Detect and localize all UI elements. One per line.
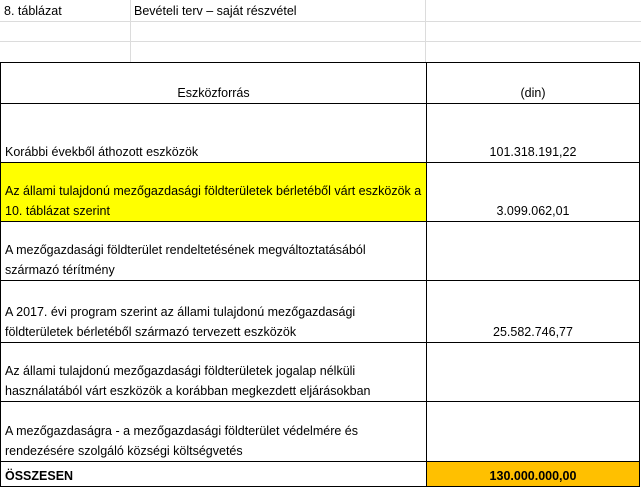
header-source[interactable]: Eszközforrás — [1, 63, 427, 104]
table-row-highlighted — [1, 163, 640, 222]
row-amount-cell[interactable] — [427, 343, 640, 402]
grid-line — [0, 41, 641, 42]
row-source-cell[interactable]: Az állami tulajdonú mezőgazdasági földterületek jogalap nélküli használatából várt eszközök a korábban megkezdett eljárásokban — [1, 343, 427, 402]
grid-line — [0, 21, 641, 22]
row-amount-cell[interactable] — [427, 222, 640, 281]
total-row — [1, 462, 640, 487]
revenue-plan-table — [0, 62, 640, 487]
table-row — [1, 281, 640, 343]
table-title: Bevételi terv – saját részvétel — [134, 4, 297, 18]
table-number: 8. táblázat — [4, 4, 62, 18]
row-source-cell[interactable]: Korábbi évekből áthozott eszközök — [1, 104, 427, 163]
total-label[interactable]: ÖSSZESEN — [1, 462, 427, 487]
table-row — [1, 402, 640, 462]
row-amount-cell[interactable]: 25.582.746,77 — [427, 281, 640, 343]
grid-line — [130, 0, 131, 62]
row-source-cell[interactable]: A mezőgazdaságra - a mezőgazdasági földterület védelmére és rendezésére szolgáló községi költségvetés — [1, 402, 427, 462]
row-amount-cell[interactable]: 101.318.191,22 — [427, 104, 640, 163]
row-source-cell[interactable]: Az állami tulajdonú mezőgazdasági földterületek bérletéből várt eszközök a 10. táblázat szerint — [1, 163, 427, 222]
table-header-row — [1, 63, 640, 104]
row-amount-cell[interactable]: 3.099.062,01 — [427, 163, 640, 222]
row-source-cell[interactable]: A 2017. évi program szerint az állami tulajdonú mezőgazdasági földterületek bérletéből származó tervezett eszközök — [1, 281, 427, 343]
header-amount[interactable]: (din) — [427, 63, 640, 104]
table-row — [1, 343, 640, 402]
table-row — [1, 222, 640, 281]
row-amount-cell[interactable] — [427, 402, 640, 462]
table-row — [1, 104, 640, 163]
spreadsheet-gridlines — [0, 0, 641, 62]
row-source-cell[interactable]: A mezőgazdasági földterület rendeltetésének megváltoztatásából származó térítmény — [1, 222, 427, 281]
total-amount[interactable]: 130.000.000,00 — [427, 462, 640, 487]
grid-line — [425, 0, 426, 62]
